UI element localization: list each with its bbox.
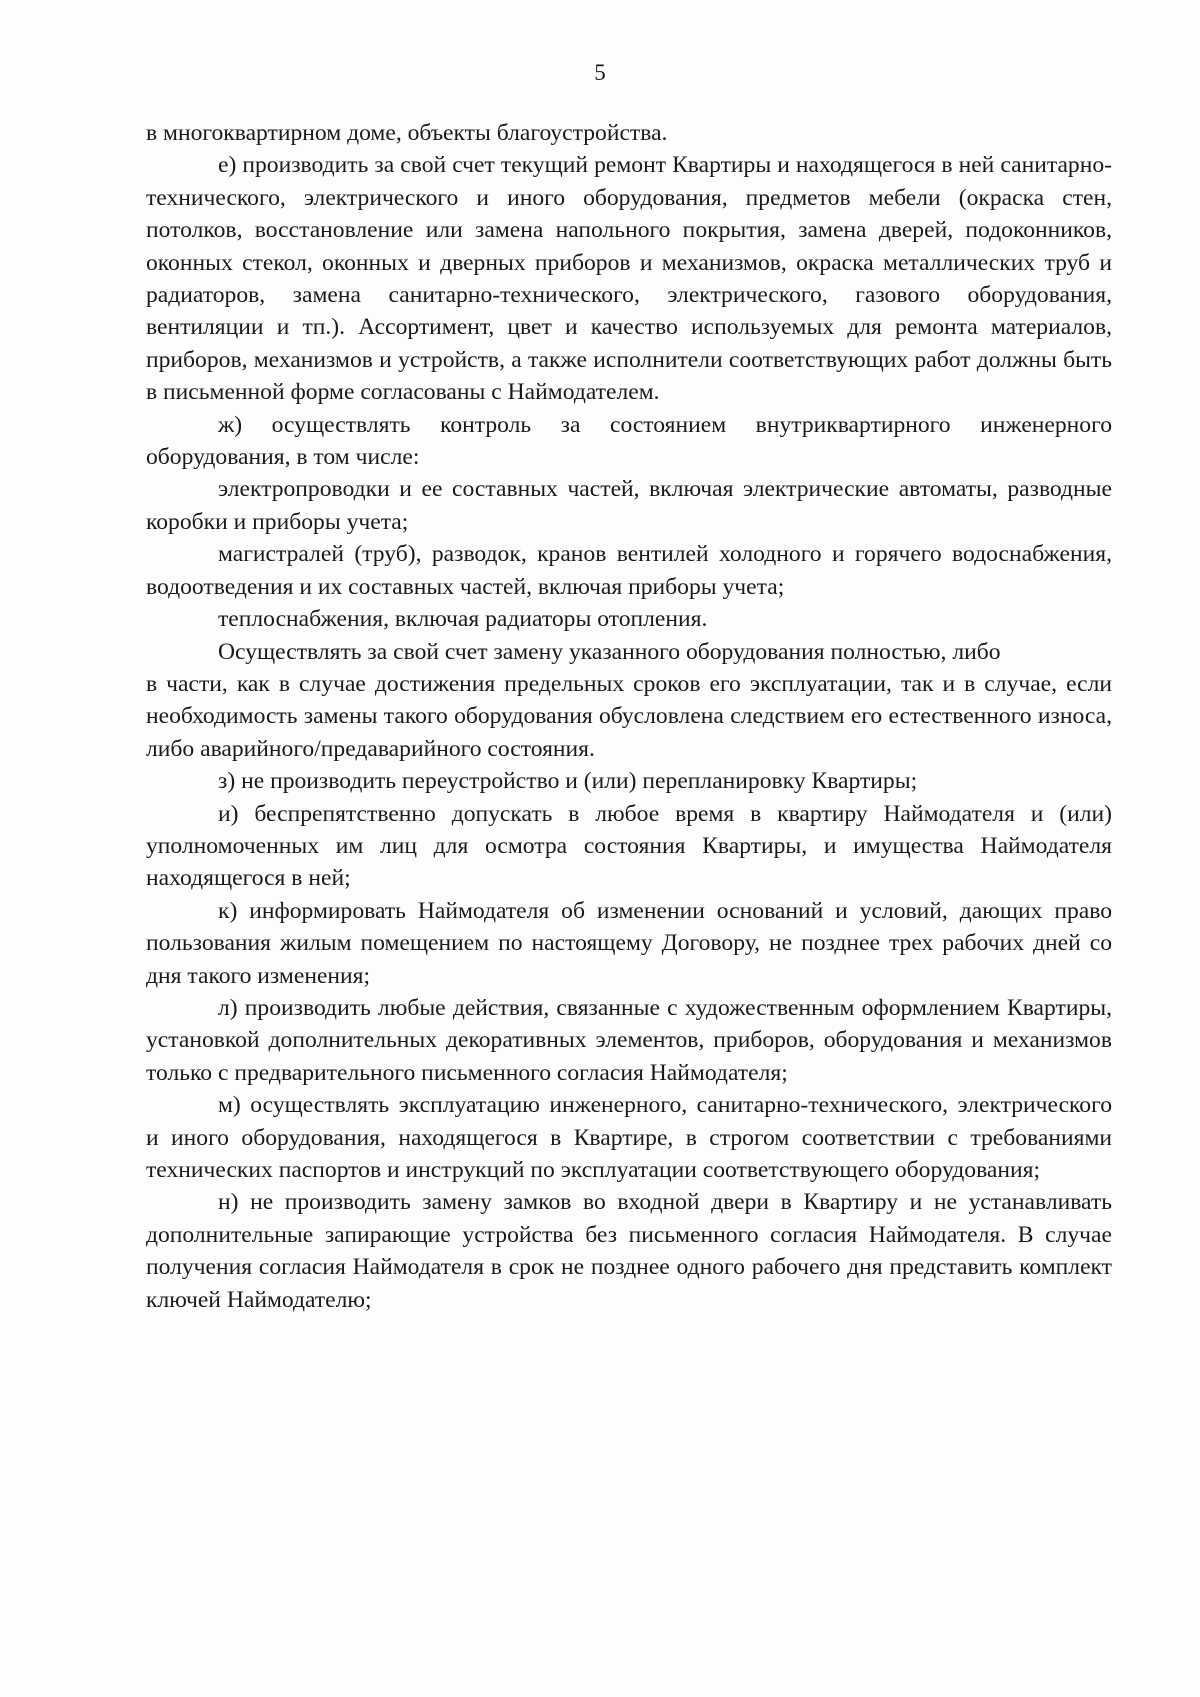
- paragraph: к) информировать Наймодателя об изменении оснований и условий, дающих право пользования жилым помещением по настоящему Договору, не позднее трех рабочих дней со дня такого изменения;: [146, 897, 1112, 989]
- paragraph: Осуществлять за свой счет замену указанного оборудования полностью, либо: [218, 638, 1001, 665]
- page-number: 5: [594, 60, 606, 85]
- paragraph: электропроводки и ее составных частей, включая электрические автоматы, разводные коробки и приборы учета;: [146, 476, 1112, 535]
- paragraph: н) не производить замену замков во входной двери в Квартиру и не устанавливать дополнительные запирающие устройства без письменного согласия Наймодателя. В случае получения согласия Наймодателя в срок не позднее одного рабочего дня представить комплект ключей Наймодателю;: [146, 1189, 1112, 1313]
- paragraph: е) производить за свой счет текущий ремонт Квартиры и находящегося в ней санитарно-технического, электрического и иного оборудования, предметов мебели (окраска стен, потолков, восстановление или замена напольного покрытия, замена дверей, подоконников, оконных стекол, оконных и дверных приборов и механизмов, окраска металлических труб и радиаторов, замена санитарно-технического, электрического, газового оборудования, вентиляции и тп.). Ассортимент, цвет и качество используемых для ремонта материалов, приборов, механизмов и устройств, а также исполнители соответствующих работ должны быть в письменной форме согласованы с Наймодателем.: [146, 152, 1112, 406]
- paragraph: и) беспрепятственно допускать в любое время в квартиру Наймодателя и (или) уполномоченных им лиц для осмотра состояния Квартиры, и имущества Наймодателя находящегося в ней;: [146, 800, 1112, 892]
- paragraph: магистралей (труб), разводок, кранов вентилей холодного и горячего водоснабжения, водоотведения и их составных частей, включая приборы учета;: [146, 541, 1112, 600]
- paragraph: м) осуществлять эксплуатацию инженерного, санитарно-технического, электрического и иного оборудования, находящегося в Квартире, в строгом соответствии с требованиями технических паспортов и инструкций по эксплуатации соответствующего оборудования;: [146, 1092, 1112, 1183]
- paragraph: в части, как в случае достижения предельных сроков его эксплуатации, так и в случае, если необходимость замены такого оборудования обусловлена следствием его естественного износа, либо аварийного/предаварийного состояния.: [146, 670, 1112, 762]
- paragraph: теплоснабжения, включая радиаторы отопления.: [218, 606, 708, 633]
- paragraph: з) не производить переустройство и (или) перепланировку Квартиры;: [218, 768, 918, 795]
- paragraph: в многоквартирном доме, объекты благоустройства.: [146, 120, 668, 146]
- paragraph: л) производить любые действия, связанные с художественным оформлением Квартиры, установкой дополнительных декоративных элементов, приборов, оборудования и механизмов только с предварительного письменного согласия Наймодателя;: [146, 994, 1112, 1086]
- document-body: [146, 117, 1112, 1316]
- paragraph: ж) осуществлять контроль за состоянием внутриквартирного инженерного оборудования, в том числе:: [146, 411, 1112, 471]
